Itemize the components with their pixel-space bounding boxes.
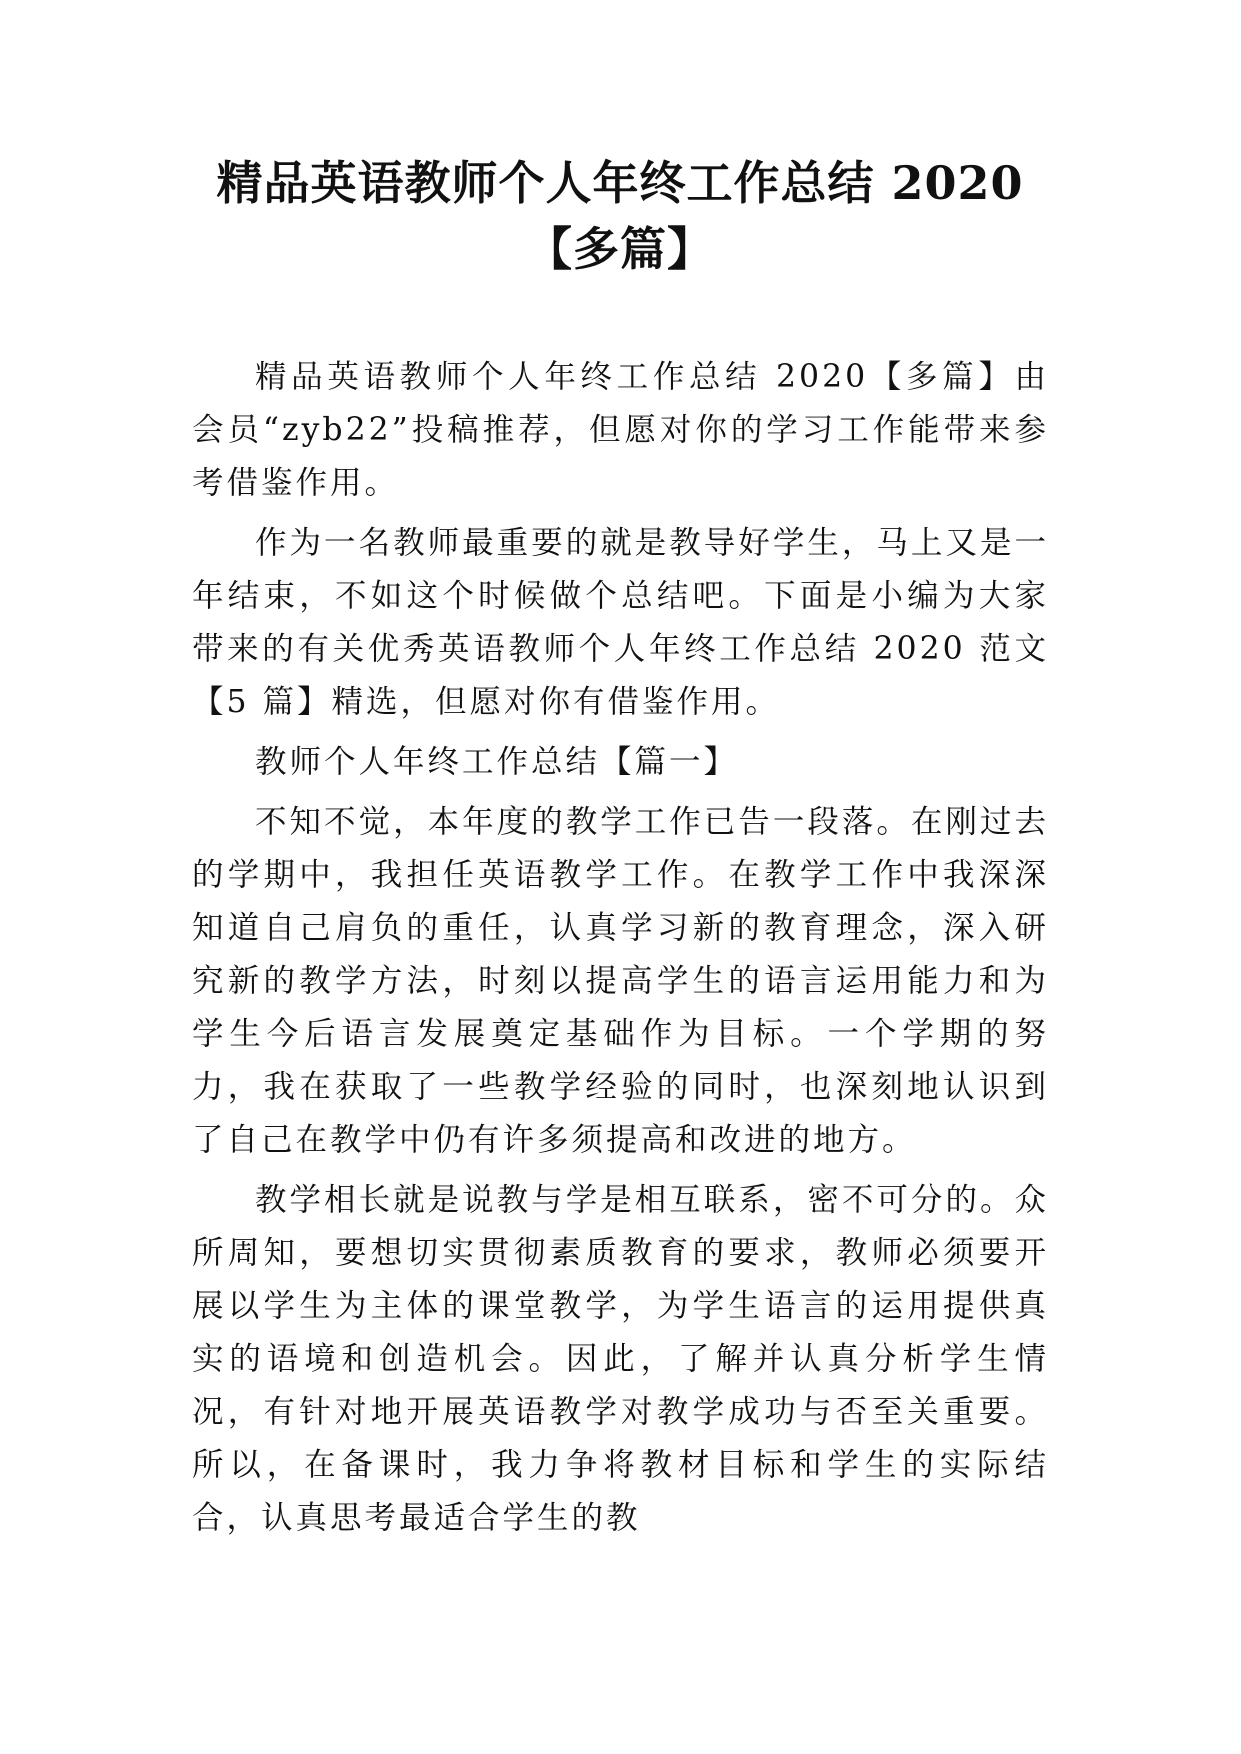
document-body xyxy=(192,351,1049,1552)
preface-paragraph: 作为一名教师最重要的就是教导好学生，马上又是一年结束，不如这个时候做个总结吧。下面是小编为大家带来的有关优秀英语教师个人年终工作总结 2020 范文【5 篇】精选，但愿对你有借鉴作用。 xyxy=(192,525,1049,720)
document-title: 精品英语教师个人年终工作总结 2020【多篇】 xyxy=(216,156,1024,276)
section-heading: 教师个人年终工作总结【篇一】 xyxy=(255,744,739,780)
body-paragraph: 不知不觉，本年度的教学工作已告一段落。在刚过去的学期中，我担任英语教学工作。在教学工作中我深深知道自己肩负的重任，认真学习新的教育理念，深入研究新的教学方法，时刻以提高学生的语言运用能力和为学生今后语言发展奠定基础作为目标。一个学期的努力，我在获取了一些教学经验的同时，也深刻地认识到了自己在教学中仍有许多须提高和改进的地方。 xyxy=(192,804,1049,1158)
intro-paragraph: 精品英语教师个人年终工作总结 2020【多篇】由会员“zyb22”投稿推荐，但愿对你的学习工作能带来参考借鉴作用。 xyxy=(192,359,1049,501)
body-paragraph: 教学相长就是说教与学是相互联系，密不可分的。众所周知，要想切实贯彻素质教育的要求，教师必须要开展以学生为主体的课堂教学，为学生语言的运用提供真实的语境和创造机会。因此，了解并认真分析学生情况，有针对地开展英语教学对教学成功与否至关重要。所以，在备课时，我力争将教材目标和学生的实际结合，认真思考最适合学生的教 xyxy=(192,1182,1049,1536)
